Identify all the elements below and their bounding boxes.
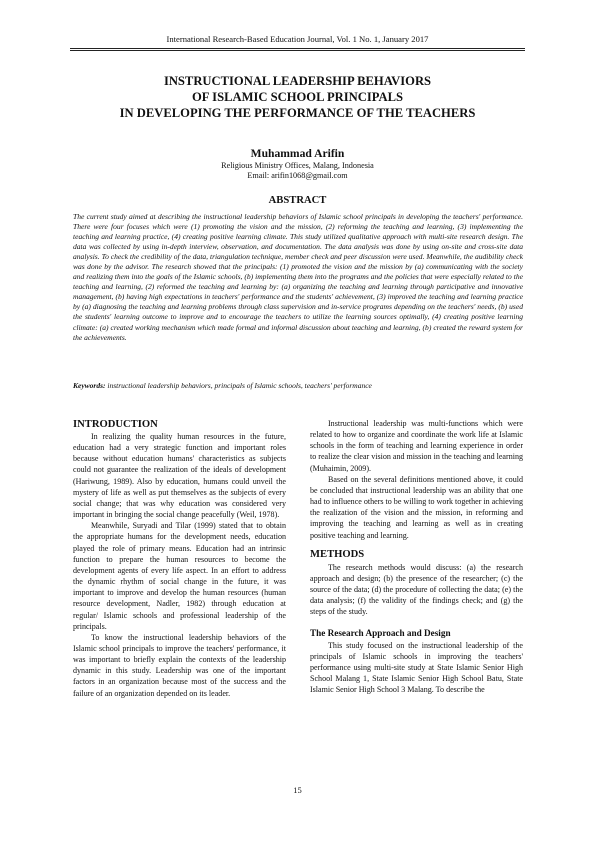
keywords xyxy=(73,381,523,391)
body-paragraph: This study focused on the instructional leadership of the principals of Islamic schools in improving the teachers' performance using multi-site study at State Islamic Senior High School Malang 1, State Islamic Senior High School Batu, State Islamic Senior High School 3 Malang. To describe the xyxy=(310,640,523,695)
methods-heading: METHODS xyxy=(310,548,365,560)
abstract-text: The current study aimed at describing the instructional leadership behaviors of Islamic school principals in developing the teachers' performance. There were four focuses which were (1) promoting the vision and the mission, (2) reforming the teaching and learning, (3) implementing the teaching and learning practice, (4) creating positive learning climate. This study utilized qualitative approach with multi-site research design. The data was collected by using in-depth interview, observation, and documentation. The data analysis was done by using on-site and cross-site data analysis. To check the credibility of the data, triangulation technique, member check and peer discussion were used. Meanwhile, the audibility check was done by the advisor. The research showed that the principals: (1) promoted the vision and the mission by (a) communicating with the society and realizing them into the goals of the Islamic schools, (b) implementing them into the programs and the policies that were especially related to the teaching and learning, (2) reformed the teaching and learning by: (a) organizing the teaching and learning through participative and innovative management, (b) having high expectations in teachers' performance and the students' achievement, (3) improved the teaching and learning practice by (a) diagnosing the teaching and learning problems through class supervision and in-service programs depending on the teachers' needs, (b) used the students' learning outcome to improve and to encourage the teachers to utilize the learning sources optimally, (4) creating positive learning climate: (a) created working mechanism which made formal and informal discussion about teaching and learning, (b) created the reward system for the achievements. xyxy=(73,212,523,342)
header-rule xyxy=(70,48,525,49)
body-paragraph: In realizing the quality human resources in the future, education had a very strategic function and important roles because without education humans' characteristics as subjects could not guarantee the realization of the ideals of development (Hariwung, 1989). Also by education, humans could unveil the mystery of life as well as put themselves as the subjects of every social change; that was why education was considered very important in bringing the social change peacefully (Weil, 1978). xyxy=(73,432,286,520)
header-rule-second xyxy=(70,50,525,51)
author-block xyxy=(60,147,535,182)
title-line: INSTRUCTIONAL LEADERSHIP BEHAVIORS xyxy=(163,74,432,88)
body-paragraph: The research methods would discuss: (a) the research approach and design; (b) the presence of the researcher; (c) the source of the data; (d) the procedure of collecting the data; (e) the data analysis; (f) the validity of the findings check; and (g) the steps of the study. xyxy=(310,562,523,617)
keywords-label: Keywords: xyxy=(73,381,106,390)
author-name: Muhammad Arifin xyxy=(250,147,345,160)
abstract-heading: ABSTRACT xyxy=(268,195,327,206)
right-column xyxy=(310,418,523,695)
body-paragraph: Instructional leadership was multi-functions which were related to how to organize and coordinate the work life at Islamic schools in the form of teaching and learning experience in order to realize the clear vision and mission in the teaching and learning (Muhaimin, 2009). xyxy=(310,419,523,473)
left-column xyxy=(73,418,286,699)
keywords-text: instructional leadership behaviors, principals of Islamic schools, teachers' performance xyxy=(107,381,372,390)
page-number: 15 xyxy=(293,785,302,795)
author-affiliation: Religious Ministry Offices, Malang, Indonesia xyxy=(221,161,374,170)
body-paragraph: To know the instructional leadership behaviors of the Islamic school principals to improve the teachers' performance, it was important to briefly explain the contexts of the leadership dynamic in this study. Leadership was one of the important factors in an organization because most of the success and the failure of an organization depended on its leader. xyxy=(73,632,286,698)
title-line: IN DEVELOPING THE PERFORMANCE OF THE TEACHERS xyxy=(119,106,476,120)
body-paragraph: Based on the several definitions mentioned above, it could be concluded that instructional leadership was an ability that one had to influence others to be willing to work together in achieving the realization of the vision and the mission, in reforming and improving the teaching and learning as well as in creating positive teaching and learning. xyxy=(310,474,523,540)
introduction-heading: INTRODUCTION xyxy=(73,419,158,430)
running-head: International Research-Based Education Journal, Vol. 1 No. 1, January 2017 xyxy=(166,34,429,44)
approach-subheading: The Research Approach and Design xyxy=(310,627,451,638)
article-title xyxy=(60,73,535,121)
title-line: OF ISLAMIC SCHOOL PRINCIPALS xyxy=(192,90,403,104)
author-email: Email: arifin1068@gmail.com xyxy=(247,171,348,181)
body-paragraph: Meanwhile, Suryadi and Tilar (1999) stated that to obtain the appropriate humans for the development needs, education played the role of primary means. Education had an intrinsic function to prepare the human resources to become the development agents of every life aspect. In an effort to address the dynamic rhythm of social change in the future, it was important to improve and develop the human resources (human resource development, Nadler, 1982) through education at regular/ Islamic schools and professional leadership of the principals. xyxy=(73,521,286,631)
